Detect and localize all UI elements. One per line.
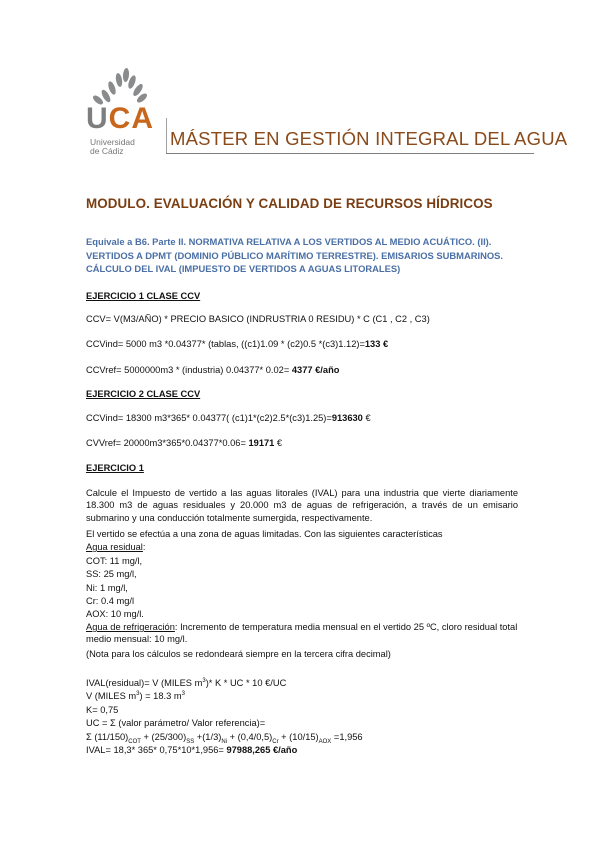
logo-letters: UCA: [86, 102, 155, 135]
ival-formula-b: )* K * UC * 10 €/UC: [205, 678, 287, 688]
intro-text: Equivale a B6. Parte II. NORMATIVA RELATIVA A LOS VERTIDOS AL MEDIO ACUÁTICO. (II). VERTIDOS A DPMT (DOMINIO PÚBLICO MARÍTIMO TERRESTRE). EMISARIOS SUBMARINOS. CÁLCULO DEL IVAL (IMPUESTO DE VERTIDOS A AGUAS LITORALES): [86, 236, 504, 274]
sum-1: Σ (11/150): [86, 732, 129, 742]
refrig-text: : Incremento de temperatura media mensual en el vertido 25 ºC, cloro residual total medio mensual: 10 mg/l.: [86, 622, 518, 645]
residual-colon: :: [142, 542, 146, 552]
ej1-paragraph: Calcule el Impuesto de vertido a las aguas litorales (IVAL) para una industria que vierte diariamente 18.300 m3 de aguas residuales y 20.000 m3 de aguas de refrigeración, a través de un emisario submarino y una conducción totalmente sumergida, respectivamente.: [86, 488, 518, 523]
sum-sub5: AOX: [318, 738, 332, 745]
ccvind-line: [86, 338, 388, 350]
header-divider-vertical: [166, 118, 167, 154]
sum-3: +(1/3): [194, 732, 222, 742]
ccvref-line: [86, 364, 339, 376]
ej1ccv-heading: EJERCICIO 1 CLASE CCV: [86, 291, 201, 301]
ival-formula: [86, 677, 286, 689]
ccvind-text: CCVind= 5000 m3 *0.04377* (tablas, ((c1)1.09 * (c2)0.5 *(c3)1.12)=: [86, 339, 365, 349]
residual-label-line: [86, 541, 145, 553]
param-ni: Ni: 1 mg/l,: [86, 583, 128, 593]
logo-university-line2: de Cádiz: [90, 146, 124, 156]
sum-2: + (25/300): [140, 732, 187, 742]
ival-final-text: IVAL= 18,3* 365* 0,75*10*1,956=: [86, 745, 227, 755]
sum-sub1: COT: [128, 738, 141, 745]
param-ss: SS: 25 mg/l,: [86, 569, 137, 579]
ival-formula-sup: 3: [202, 677, 206, 684]
cvvref-line: [86, 437, 282, 449]
k-line: K= 0,75: [86, 705, 119, 715]
v-sup: 3: [136, 690, 140, 697]
v-line: [86, 690, 185, 702]
v-a: V (MILES m: [86, 691, 137, 701]
zone-line: El vertido se efectúa a una zona de aguas limitadas. Con las siguientes características: [86, 529, 443, 539]
ival-final-line: [86, 744, 297, 756]
ccvref-text: CCVref= 5000000m3 * (industria) 0.04377* 0.02=: [86, 365, 292, 375]
logo-university-line1: Universidad: [90, 137, 135, 147]
ej2-ccvind-result: 913630: [331, 413, 363, 423]
v-sup2: 3: [181, 690, 185, 697]
param-aox: AOX: 10 mg/l.: [86, 609, 144, 619]
sum-line: [86, 731, 363, 743]
residual-label: Agua residual: [86, 542, 143, 552]
cvvref-text: CVVref= 20000m3*365*0.04377*0.06=: [86, 438, 249, 448]
uc-line: UC = Σ (valor parámetro/ Valor referencia)=: [86, 718, 266, 728]
header-divider: [166, 153, 534, 154]
refrig-label: Agua de refrigeración: [86, 622, 175, 632]
cvvref-unit: €: [274, 438, 283, 448]
sum-6: =1,956: [331, 732, 363, 742]
ccvref-result: 4377 €/año: [291, 365, 340, 375]
sum-5: + (10/15): [278, 732, 319, 742]
ival-final-result: 97988,265 €/año: [226, 745, 298, 755]
cvvref-result: 19171: [248, 438, 275, 448]
sum-sub2: SS: [186, 738, 195, 745]
ccvind-result: 133 €: [364, 339, 389, 349]
sum-sub4: Cr: [272, 738, 279, 745]
ej2-ccvind-text: CCVind= 18300 m3*365* 0.04377( (c1)1*(c2)2.5*(c3)1.25)=: [86, 413, 332, 423]
ej2ccv-heading: EJERCICIO 2 CLASE CCV: [86, 389, 201, 399]
v-b: ) = 18.3 m: [139, 691, 182, 701]
ej2-ccvind-line: [86, 412, 371, 424]
rounding-note: (Nota para los cálculos se redondeará siempre en la tercera cifra decimal): [86, 649, 391, 659]
sum-sub3: Ni: [221, 738, 228, 745]
module-title: MODULO. EVALUACIÓN Y CALIDAD DE RECURSOS HÍDRICOS: [86, 196, 493, 211]
ival-formula-a: IVAL(residual)= V (MILES m: [86, 678, 203, 688]
sum-4: + (0,4/0,5): [227, 732, 273, 742]
param-cr: Cr: 0.4 mg/l: [86, 596, 135, 606]
ej2-ccvind-unit: €: [362, 413, 371, 423]
refrig-paragraph: [86, 621, 518, 646]
master-title: MÁSTER EN GESTIÓN INTEGRAL DEL AGUA: [170, 128, 568, 149]
param-cot: COT: 11 mg/l,: [86, 556, 143, 566]
ej1-heading: EJERCICIO 1: [86, 463, 144, 473]
ccv-formula: CCV= V(M3/AÑO) * PRECIO BASICO (INDRUSTRIA 0 RESIDU) * C (C1 , C2 , C3): [86, 314, 430, 324]
